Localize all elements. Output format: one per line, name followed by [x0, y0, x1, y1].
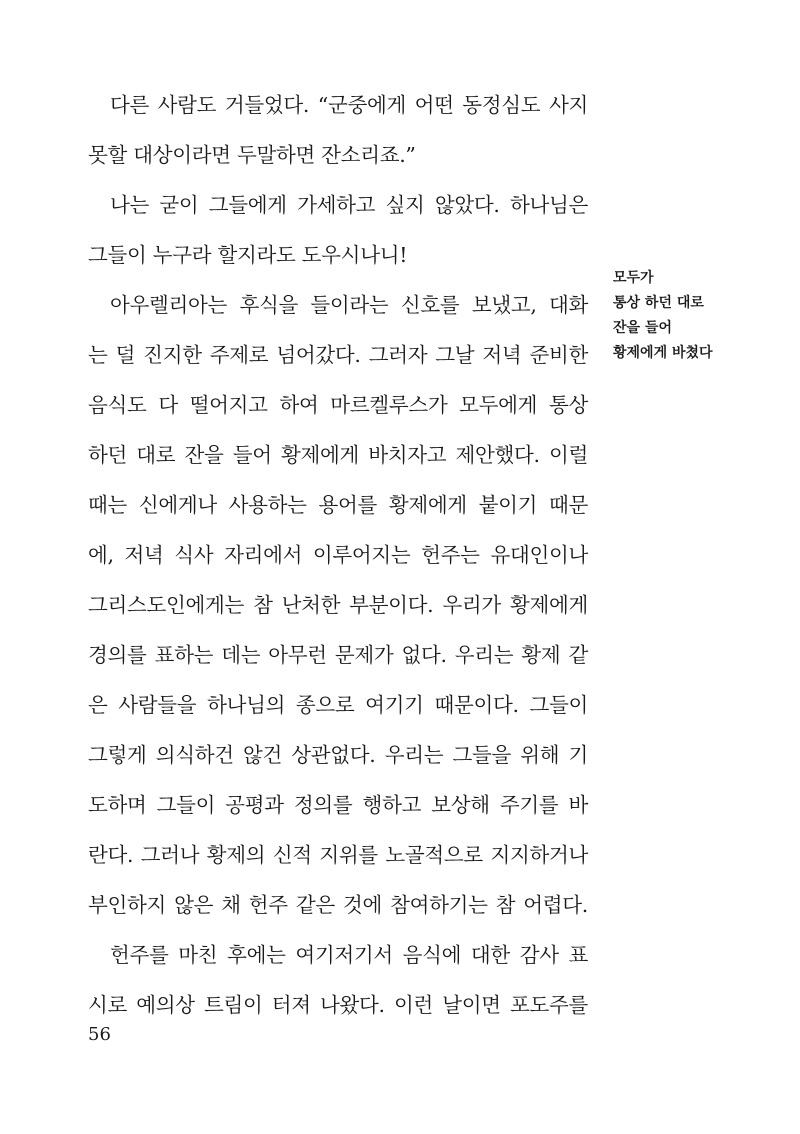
- body-line: 다른 사람도 거들었다. “군중에게 어떤 동정심도 사지: [110, 93, 588, 117]
- page-number: 56: [88, 1024, 111, 1045]
- body-line: 못할 대상이라면 두말하면 잔소리죠.”: [88, 143, 416, 167]
- body-line: 에, 저녁 식사 자리에서 이루어지는 헌주는 유대인이나: [88, 543, 588, 567]
- body-line: 란다. 그러나 황제의 신적 지위를 노골적으로 지지하거나: [88, 843, 588, 867]
- body-line: 음식도 다 떨어지고 하여 마르켈루스가 모두에게 통상: [88, 393, 588, 417]
- body-line: 그렇게 의식하건 않건 상관없다. 우리는 그들을 위해 기: [88, 743, 588, 767]
- margin-note-line: 잔을 들어: [613, 320, 672, 336]
- margin-note: [613, 266, 773, 366]
- margin-note-line: 황제에게 바쳤다: [613, 345, 713, 361]
- body-line: 헌주를 마친 후에는 여기저기서 음식에 대한 감사 표: [110, 943, 588, 967]
- body-line: 경의를 표하는 데는 아무런 문제가 없다. 우리는 황제 같: [88, 643, 588, 667]
- body-line: 나는 굳이 그들에게 가세하고 싶지 않았다. 하나님은: [110, 193, 588, 217]
- body-line: 아우렐리아는 후식을 들이라는 신호를 보냈고, 대화: [110, 293, 588, 317]
- body-line: 그들이 누구라 할지라도 도우시나니!: [88, 243, 408, 267]
- body-text: [88, 80, 588, 1030]
- body-line: 도하며 그들이 공평과 정의를 행하고 보상해 주기를 바: [88, 793, 588, 817]
- body-line: 그리스도인에게는 참 난처한 부분이다. 우리가 황제에게: [88, 593, 588, 617]
- body-line: 시로 예의상 트림이 터져 나왔다. 이런 날이면 포도주를: [88, 993, 588, 1017]
- body-line: 하던 대로 잔을 들어 황제에게 바치자고 제안했다. 이럴: [88, 443, 588, 467]
- body-line: 부인하지 않은 채 헌주 같은 것에 참여하기는 참 어렵다.: [88, 893, 588, 917]
- margin-note-line: 모두가: [613, 270, 654, 286]
- body-line: 는 덜 진지한 주제로 넘어갔다. 그러자 그날 저녁 준비한: [88, 343, 588, 367]
- margin-note-line: 통상 하던 대로: [613, 295, 704, 311]
- body-line: 은 사람들을 하나님의 종으로 여기기 때문이다. 그들이: [88, 693, 588, 717]
- body-line: 때는 신에게나 사용하는 용어를 황제에게 붙이기 때문: [88, 493, 588, 517]
